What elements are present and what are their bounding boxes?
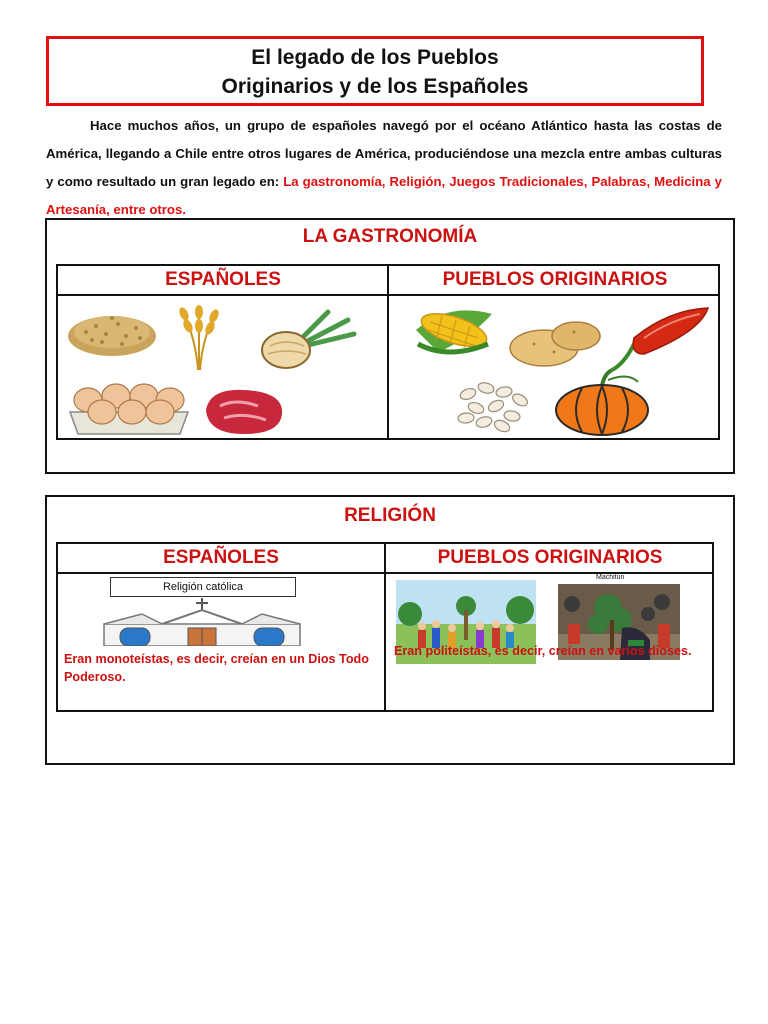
eggs-icon xyxy=(66,372,192,438)
religion-header-espanoles: ESPAÑOLES xyxy=(163,547,279,568)
gastronomia-table xyxy=(56,264,720,440)
title-box xyxy=(46,36,704,106)
onion-icon xyxy=(258,302,368,372)
intro-text: Hace muchos años, un grupo de españoles navegó por el océano Atlántico hasta las costas de América, llegando a Chile entre otros lugares de América, produciéndose una mezcla entre ambas culturas y como resultado un gran legado en: xyxy=(46,118,722,189)
religion-column-divider xyxy=(384,544,386,710)
potatoes-icon xyxy=(504,314,604,370)
pumpkin-icon xyxy=(552,368,652,436)
gastronomia-column-divider xyxy=(387,266,389,438)
gastronomia-section xyxy=(45,218,735,474)
religion-header-originarios: PUEBLOS ORIGINARIOS xyxy=(437,547,663,568)
chili-pepper-icon xyxy=(604,304,714,376)
religion-catolica-label: Religión católica xyxy=(110,577,296,597)
beans-icon xyxy=(452,374,536,436)
gastronomia-header-originarios: PUEBLOS ORIGINARIOS xyxy=(442,269,668,290)
religion-title: RELIGIÓN xyxy=(344,505,436,526)
religion-section xyxy=(45,495,735,765)
title-line-2: Originarios y de los Españoles xyxy=(221,75,529,98)
meat-icon xyxy=(200,384,288,438)
religion-originarios-caption: Eran politeístas, es decir, creían en varios dioses. xyxy=(394,644,692,658)
gastronomia-title: LA GASTRONOMÍA xyxy=(302,226,478,247)
gastronomia-header-espanoles: ESPAÑOLES xyxy=(165,269,281,290)
church-icon xyxy=(102,598,302,646)
corn-icon xyxy=(408,300,500,364)
intro-highlight: La gastronomía, Religión, Juegos Tradicionales, Palabras, Medicina y Artesanía, entre otros. xyxy=(46,174,722,217)
religion-espanoles-caption: Eran monoteístas, es decir, creían en un Dios Todo Poderoso. xyxy=(64,652,369,684)
wheat-stalk-icon xyxy=(162,300,234,372)
religion-table xyxy=(56,542,714,712)
machitun-label: Machitún xyxy=(596,574,625,581)
title-line-1: El legado de los Pueblos xyxy=(251,46,499,69)
wheat-grains-icon xyxy=(66,306,158,358)
intro-paragraph xyxy=(46,112,722,224)
